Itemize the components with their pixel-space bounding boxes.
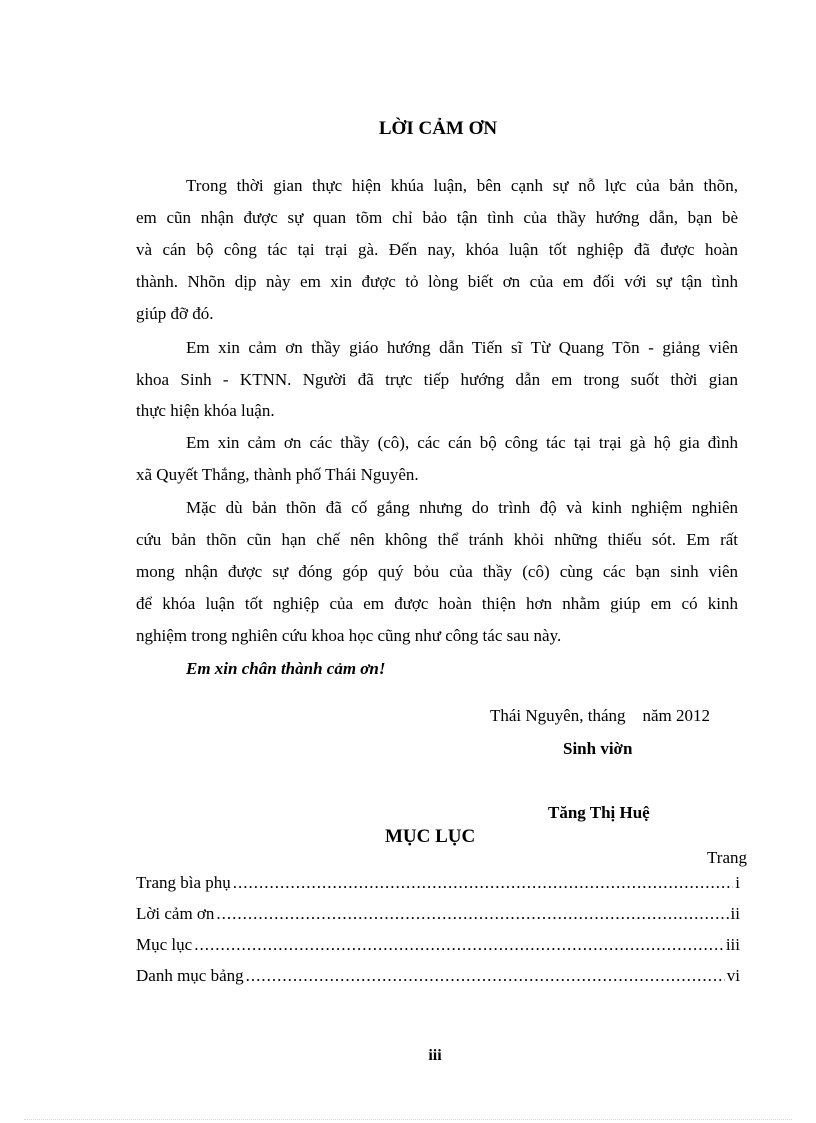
toc-leader-dots: [194, 935, 724, 955]
toc-entry-label: Trang bìa phụ: [136, 873, 231, 892]
paragraph-4-line-1: Mặc dù bản thõn đã cố gắng nhưng do trình độ và kinh nghiệm nghiên: [186, 498, 738, 517]
signature-name: Tăng Thị Huệ: [548, 803, 650, 822]
paragraph-3-line-2: xã Quyết Thắng, thành phố Thái Nguyên.: [136, 465, 419, 484]
paragraph-1-line-2: em cũn nhận được sự quan tõm chỉ bảo tận tình của thầy hướng dẫn, bạn bè: [136, 208, 738, 227]
toc-entry[interactable]: [136, 935, 740, 955]
toc-entry-page: vi: [726, 966, 740, 985]
paragraph-4-line-4: để khóa luận tốt nghiệp của em được hoàn thiện hơn nhằm giúp em có kinh: [136, 594, 738, 613]
toc-leader-dots: [233, 873, 734, 893]
signature-role: Sinh viờn: [563, 739, 633, 758]
acknowledgement-title: LỜI CẢM ƠN: [378, 118, 498, 139]
toc-entry[interactable]: [136, 904, 740, 924]
place-date: Thái Nguyên, tháng năm 2012: [490, 706, 711, 725]
toc-entry-page: i: [735, 873, 740, 892]
closing-line: Em xin chân thành cảm ơn!: [186, 659, 386, 678]
toc-entry-label: Mục lục: [136, 935, 193, 954]
toc-entry-page: iii: [725, 935, 740, 954]
paragraph-4-line-2: cứu bản thõn cũn hạn chế nên không thể tránh khỏi những thiếu sót. Em rất: [136, 530, 738, 549]
page-bottom-rule: [24, 1119, 792, 1120]
toc-entry-label: Lời cảm ơn: [136, 904, 215, 923]
toc-leader-dots: [216, 904, 728, 924]
toc-entry-label: Danh mục bảng: [136, 966, 244, 985]
paragraph-1-line-4: thành. Nhõn dịp này em xin được tỏ lòng biết ơn của em đối với sự tận tình: [136, 272, 738, 291]
toc-entry-page: ii: [730, 904, 740, 923]
paragraph-4-line-5: nghiệm trong nghiên cứu khoa học cũng như công tác sau này.: [136, 626, 562, 645]
toc-leader-dots: [246, 966, 725, 986]
toc-page-header: Trang: [707, 848, 747, 867]
paragraph-4-line-3: mong nhận được sự đóng góp quý bỏu của thầy (cô) cùng các bạn sinh viên: [136, 562, 738, 581]
paragraph-1-line-1: Trong thời gian thực hiện khúa luận, bên cạnh sự nỗ lực của bản thõn,: [186, 176, 738, 195]
paragraph-2-line-3: thực hiện khóa luận.: [136, 401, 275, 420]
paragraph-1-line-5: giúp đỡ đó.: [136, 304, 214, 323]
paragraph-2-line-2: khoa Sinh - KTNN. Người đã trực tiếp hướng dẫn em trong suốt thời gian: [136, 370, 738, 389]
toc-title: MỤC LỤC: [385, 826, 476, 847]
paragraph-2-line-1: Em xin cảm ơn thầy giáo hướng dẫn Tiến sĩ Từ Quang Tõn - giảng viên: [186, 338, 738, 357]
toc-entry[interactable]: [136, 873, 740, 893]
paragraph-1-line-3: và cán bộ công tác tại trại gà. Đến nay, khóa luận tốt nghiệp đã được hoàn: [136, 240, 738, 259]
paragraph-3-line-1: Em xin cảm ơn các thầy (cô), các cán bộ công tác tại trại gà hộ gia đình: [186, 433, 738, 452]
toc-entry[interactable]: [136, 966, 740, 986]
page-number: iii: [428, 1047, 442, 1064]
